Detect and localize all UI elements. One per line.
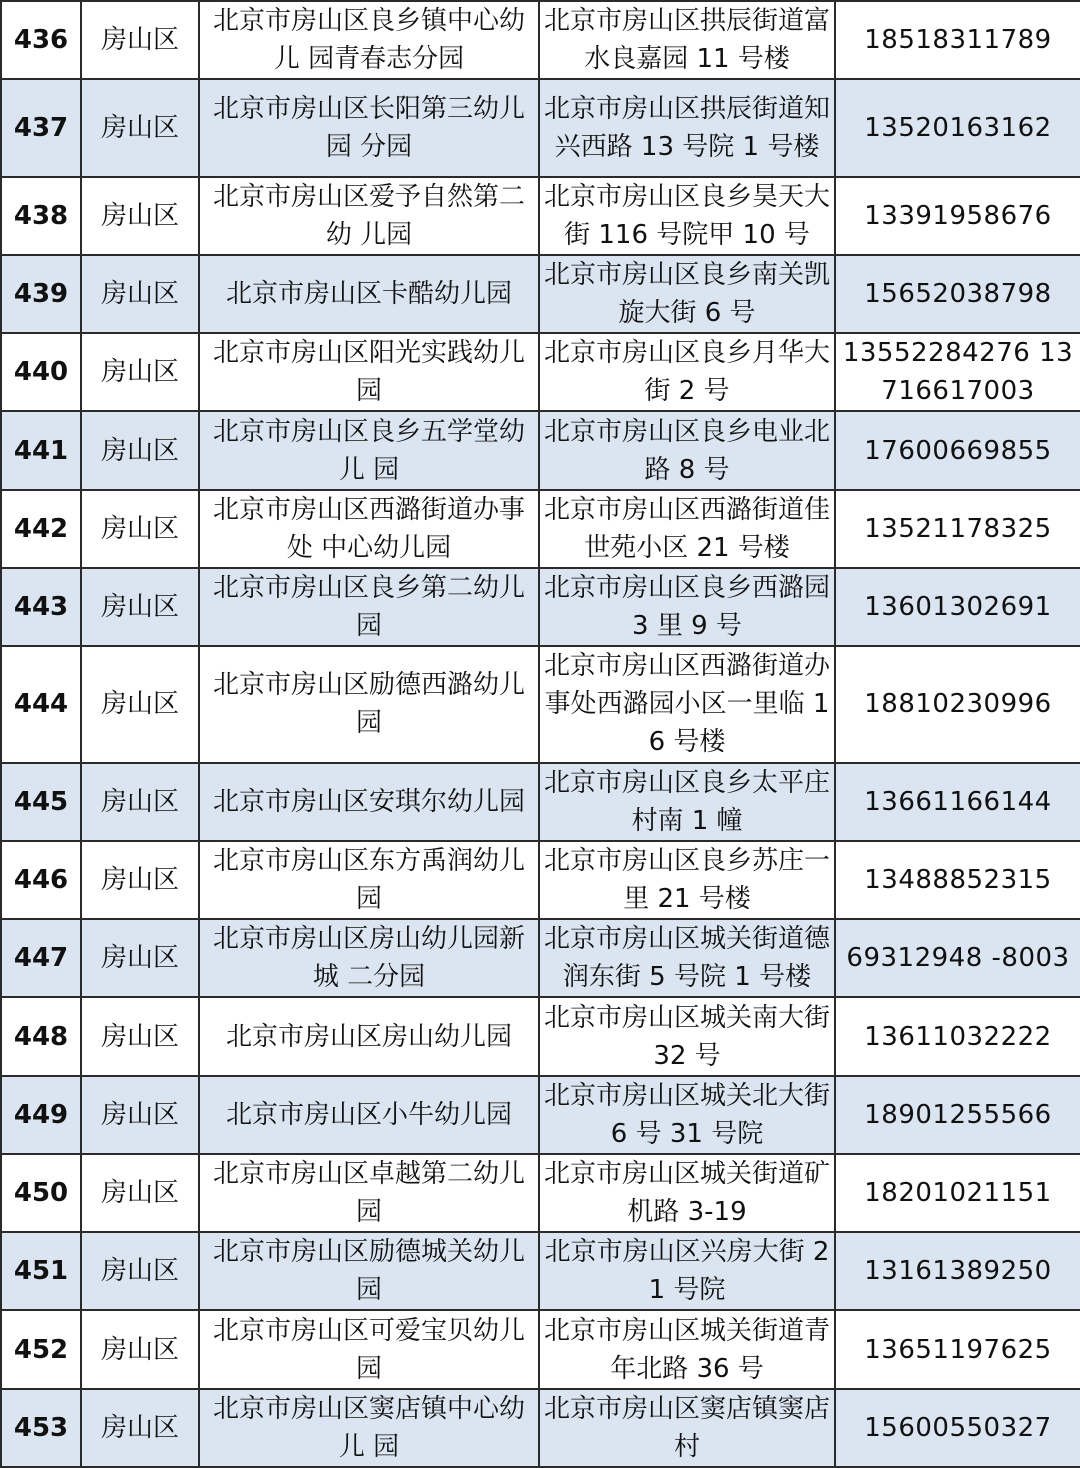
table-row xyxy=(1,79,1080,176)
district-cell: 房山区 xyxy=(81,841,199,919)
district-cell: 房山区 xyxy=(81,1232,199,1310)
kindergarten-name-cell: 北京市房山区房山幼儿园 xyxy=(199,997,539,1075)
kindergarten-name-cell: 北京市房山区励德西潞幼儿园 xyxy=(199,646,539,762)
phone-cell: 13521178325 xyxy=(835,490,1080,568)
address-cell: 北京市房山区良乡南关凯旋大街 6 号 xyxy=(539,255,835,333)
table-row xyxy=(1,1076,1080,1154)
phone-cell: 13520163162 xyxy=(835,79,1080,176)
address-cell: 北京市房山区西潞街道佳世苑小区 21 号楼 xyxy=(539,490,835,568)
row-number: 448 xyxy=(1,997,81,1075)
kindergarten-name-cell: 北京市房山区卓越第二幼儿园 xyxy=(199,1154,539,1232)
address-cell: 北京市房山区良乡苏庄一里 21 号楼 xyxy=(539,841,835,919)
district-cell: 房山区 xyxy=(81,919,199,997)
row-number: 449 xyxy=(1,1076,81,1154)
table-row xyxy=(1,490,1080,568)
phone-cell: 15652038798 xyxy=(835,255,1080,333)
phone-cell: 17600669855 xyxy=(835,411,1080,489)
table-row xyxy=(1,255,1080,333)
phone-cell: 13161389250 xyxy=(835,1232,1080,1310)
row-number: 439 xyxy=(1,255,81,333)
phone-cell: 13611032222 xyxy=(835,997,1080,1075)
table-row xyxy=(1,1,1080,79)
district-cell: 房山区 xyxy=(81,177,199,255)
row-number: 445 xyxy=(1,763,81,841)
address-cell: 北京市房山区兴房大街 21 号院 xyxy=(539,1232,835,1310)
phone-cell: 13488852315 xyxy=(835,841,1080,919)
table-row xyxy=(1,333,1080,411)
address-cell: 北京市房山区良乡昊天大街 116 号院甲 10 号 xyxy=(539,177,835,255)
row-number: 443 xyxy=(1,568,81,646)
table-row xyxy=(1,1389,1080,1467)
row-number: 441 xyxy=(1,411,81,489)
table-body xyxy=(1,1,1080,1467)
row-number: 450 xyxy=(1,1154,81,1232)
table-row xyxy=(1,1232,1080,1310)
address-cell: 北京市房山区拱辰街道知兴西路 13 号院 1 号楼 xyxy=(539,79,835,176)
kindergarten-name-cell: 北京市房山区励德城关幼儿园 xyxy=(199,1232,539,1310)
phone-cell: 13391958676 xyxy=(835,177,1080,255)
kindergarten-name-cell: 北京市房山区小牛幼儿园 xyxy=(199,1076,539,1154)
district-cell: 房山区 xyxy=(81,1076,199,1154)
phone-cell: 15600550327 xyxy=(835,1389,1080,1467)
phone-cell: 13601302691 xyxy=(835,568,1080,646)
phone-cell: 13661166144 xyxy=(835,763,1080,841)
district-cell: 房山区 xyxy=(81,333,199,411)
row-number: 446 xyxy=(1,841,81,919)
phone-cell: 18810230996 xyxy=(835,646,1080,762)
kindergarten-name-cell: 北京市房山区阳光实践幼儿园 xyxy=(199,333,539,411)
district-cell: 房山区 xyxy=(81,568,199,646)
row-number: 442 xyxy=(1,490,81,568)
phone-cell: 13552284276 13716617003 xyxy=(835,333,1080,411)
kindergarten-name-cell: 北京市房山区良乡镇中心幼儿 园青春志分园 xyxy=(199,1,539,79)
district-cell: 房山区 xyxy=(81,1,199,79)
kindergarten-name-cell: 北京市房山区爱予自然第二幼 儿园 xyxy=(199,177,539,255)
table-row xyxy=(1,568,1080,646)
row-number: 453 xyxy=(1,1389,81,1467)
row-number: 440 xyxy=(1,333,81,411)
district-cell: 房山区 xyxy=(81,490,199,568)
row-number: 444 xyxy=(1,646,81,762)
kindergarten-name-cell: 北京市房山区房山幼儿园新城 二分园 xyxy=(199,919,539,997)
table-row xyxy=(1,763,1080,841)
table-row xyxy=(1,997,1080,1075)
address-cell: 北京市房山区窦店镇窦店村 xyxy=(539,1389,835,1467)
table-row xyxy=(1,177,1080,255)
row-number: 451 xyxy=(1,1232,81,1310)
kindergarten-name-cell: 北京市房山区窦店镇中心幼儿 园 xyxy=(199,1389,539,1467)
address-cell: 北京市房山区城关街道德润东街 5 号院 1 号楼 xyxy=(539,919,835,997)
district-cell: 房山区 xyxy=(81,1154,199,1232)
row-number: 447 xyxy=(1,919,81,997)
district-cell: 房山区 xyxy=(81,79,199,176)
kindergarten-name-cell: 北京市房山区可爱宝贝幼儿园 xyxy=(199,1310,539,1388)
row-number: 437 xyxy=(1,79,81,176)
kindergarten-name-cell: 北京市房山区安琪尔幼儿园 xyxy=(199,763,539,841)
address-cell: 北京市房山区城关街道矿机路 3-19 xyxy=(539,1154,835,1232)
phone-cell: 69312948 -8003 xyxy=(835,919,1080,997)
phone-cell: 18518311789 xyxy=(835,1,1080,79)
table-row xyxy=(1,646,1080,762)
address-cell: 北京市房山区拱辰街道富水良嘉园 11 号楼 xyxy=(539,1,835,79)
kindergarten-name-cell: 北京市房山区卡酷幼儿园 xyxy=(199,255,539,333)
district-cell: 房山区 xyxy=(81,763,199,841)
district-cell: 房山区 xyxy=(81,411,199,489)
address-cell: 北京市房山区良乡电业北路 8 号 xyxy=(539,411,835,489)
phone-cell: 18901255566 xyxy=(835,1076,1080,1154)
table-row xyxy=(1,1310,1080,1388)
address-cell: 北京市房山区西潞街道办事处西潞园小区一里临 16 号楼 xyxy=(539,646,835,762)
address-cell: 北京市房山区良乡西潞园 3 里 9 号 xyxy=(539,568,835,646)
kindergarten-name-cell: 北京市房山区良乡第二幼儿园 xyxy=(199,568,539,646)
table-row xyxy=(1,411,1080,489)
row-number: 436 xyxy=(1,1,81,79)
kindergarten-name-cell: 北京市房山区西潞街道办事处 中心幼儿园 xyxy=(199,490,539,568)
phone-cell: 18201021151 xyxy=(835,1154,1080,1232)
row-number: 452 xyxy=(1,1310,81,1388)
address-cell: 北京市房山区城关北大街 6 号 31 号院 xyxy=(539,1076,835,1154)
kindergarten-name-cell: 北京市房山区东方禹润幼儿园 xyxy=(199,841,539,919)
table-row xyxy=(1,919,1080,997)
address-cell: 北京市房山区城关南大街 32 号 xyxy=(539,997,835,1075)
kindergarten-name-cell: 北京市房山区长阳第三幼儿园 分园 xyxy=(199,79,539,176)
district-cell: 房山区 xyxy=(81,255,199,333)
district-cell: 房山区 xyxy=(81,997,199,1075)
row-number: 438 xyxy=(1,177,81,255)
phone-cell: 13651197625 xyxy=(835,1310,1080,1388)
address-cell: 北京市房山区城关街道青年北路 36 号 xyxy=(539,1310,835,1388)
table-row xyxy=(1,1154,1080,1232)
address-cell: 北京市房山区良乡太平庄村南 1 幢 xyxy=(539,763,835,841)
kindergarten-name-cell: 北京市房山区良乡五学堂幼儿 园 xyxy=(199,411,539,489)
address-cell: 北京市房山区良乡月华大街 2 号 xyxy=(539,333,835,411)
table-row xyxy=(1,841,1080,919)
district-cell: 房山区 xyxy=(81,1310,199,1388)
district-cell: 房山区 xyxy=(81,646,199,762)
district-cell: 房山区 xyxy=(81,1389,199,1467)
